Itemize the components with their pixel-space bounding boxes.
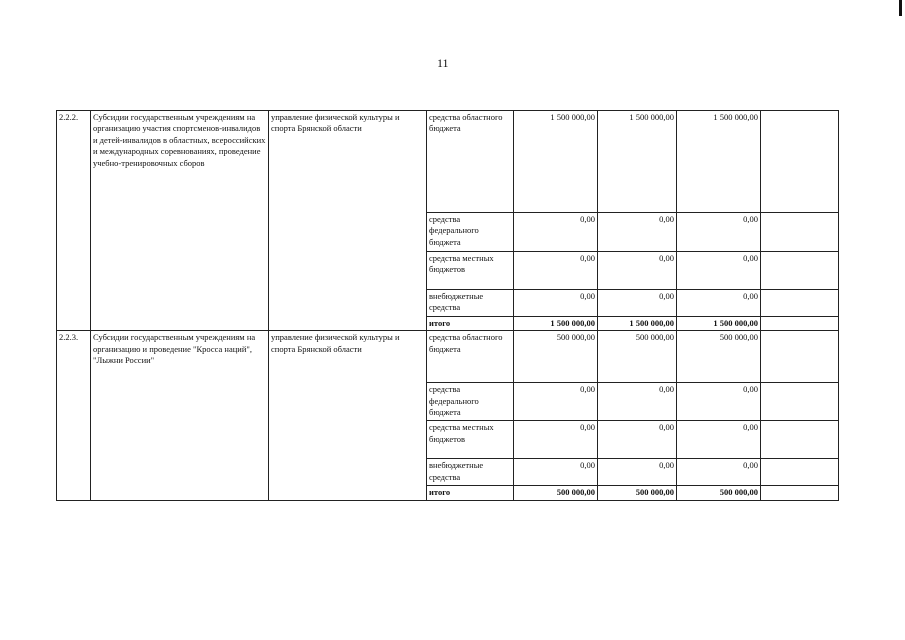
- funding-source: средства местных бюджетов: [427, 252, 514, 290]
- amount-year-1: 0,00: [514, 213, 598, 252]
- row-executor: управление физической культуры и спорта Брянской области: [269, 331, 427, 500]
- empty-cell: [761, 111, 839, 213]
- row-code: 2.2.2.: [57, 111, 91, 331]
- total-year-1: 500 000,00: [514, 486, 598, 500]
- row-executor: управление физической культуры и спорта Брянской области: [269, 111, 427, 331]
- empty-cell: [761, 486, 839, 500]
- total-year-2: 1 500 000,00: [598, 317, 677, 331]
- empty-cell: [761, 317, 839, 331]
- amount-year-2: 500 000,00: [598, 331, 677, 383]
- empty-cell: [761, 331, 839, 383]
- row-description: Субсидии государственным учреждениям на организацию и проведение "Кросса наций", "Лыжни России": [91, 331, 269, 500]
- total-year-2: 500 000,00: [598, 486, 677, 500]
- amount-year-2: 1 500 000,00: [598, 111, 677, 213]
- budget-table: [56, 110, 839, 501]
- funding-source-total: итого: [427, 486, 514, 500]
- amount-year-2: 0,00: [598, 383, 677, 421]
- amount-year-2: 0,00: [598, 459, 677, 486]
- empty-cell: [761, 213, 839, 252]
- total-year-1: 1 500 000,00: [514, 317, 598, 331]
- funding-source: внебюджетные средства: [427, 459, 514, 486]
- scan-edge-mark: [899, 0, 902, 16]
- funding-source: средства местных бюджетов: [427, 421, 514, 459]
- amount-year-1: 1 500 000,00: [514, 111, 598, 213]
- empty-cell: [761, 290, 839, 317]
- funding-source: средства федерального бюджета: [427, 213, 514, 252]
- amount-year-3: 0,00: [677, 213, 761, 252]
- empty-cell: [761, 252, 839, 290]
- total-year-3: 1 500 000,00: [677, 317, 761, 331]
- empty-cell: [761, 383, 839, 421]
- empty-cell: [761, 421, 839, 459]
- amount-year-2: 0,00: [598, 290, 677, 317]
- empty-cell: [761, 459, 839, 486]
- funding-source: средства областного бюджета: [427, 331, 514, 383]
- amount-year-1: 0,00: [514, 290, 598, 317]
- funding-source: средства федерального бюджета: [427, 383, 514, 421]
- funding-source: внебюджетные средства: [427, 290, 514, 317]
- amount-year-1: 0,00: [514, 459, 598, 486]
- amount-year-3: 0,00: [677, 383, 761, 421]
- amount-year-1: 500 000,00: [514, 331, 598, 383]
- funding-source: средства областного бюджета: [427, 111, 514, 213]
- amount-year-1: 0,00: [514, 252, 598, 290]
- amount-year-3: 0,00: [677, 421, 761, 459]
- table-row: [57, 111, 839, 213]
- amount-year-2: 0,00: [598, 252, 677, 290]
- amount-year-3: 1 500 000,00: [677, 111, 761, 213]
- row-code: 2.2.3.: [57, 331, 91, 500]
- amount-year-3: 0,00: [677, 252, 761, 290]
- row-description: Субсидии государственным учреждениям на организацию участия спортсменов-инвалидов и детей-инвалидов в областных, всероссийских и международных соревнованиях, проведение учебно-тренировочных сборов: [91, 111, 269, 331]
- page-number: 11: [437, 56, 449, 70]
- amount-year-2: 0,00: [598, 213, 677, 252]
- amount-year-3: 0,00: [677, 290, 761, 317]
- total-year-3: 500 000,00: [677, 486, 761, 500]
- amount-year-1: 0,00: [514, 383, 598, 421]
- table-row: [57, 331, 839, 383]
- funding-source-total: итого: [427, 317, 514, 331]
- amount-year-1: 0,00: [514, 421, 598, 459]
- amount-year-2: 0,00: [598, 421, 677, 459]
- amount-year-3: 500 000,00: [677, 331, 761, 383]
- amount-year-3: 0,00: [677, 459, 761, 486]
